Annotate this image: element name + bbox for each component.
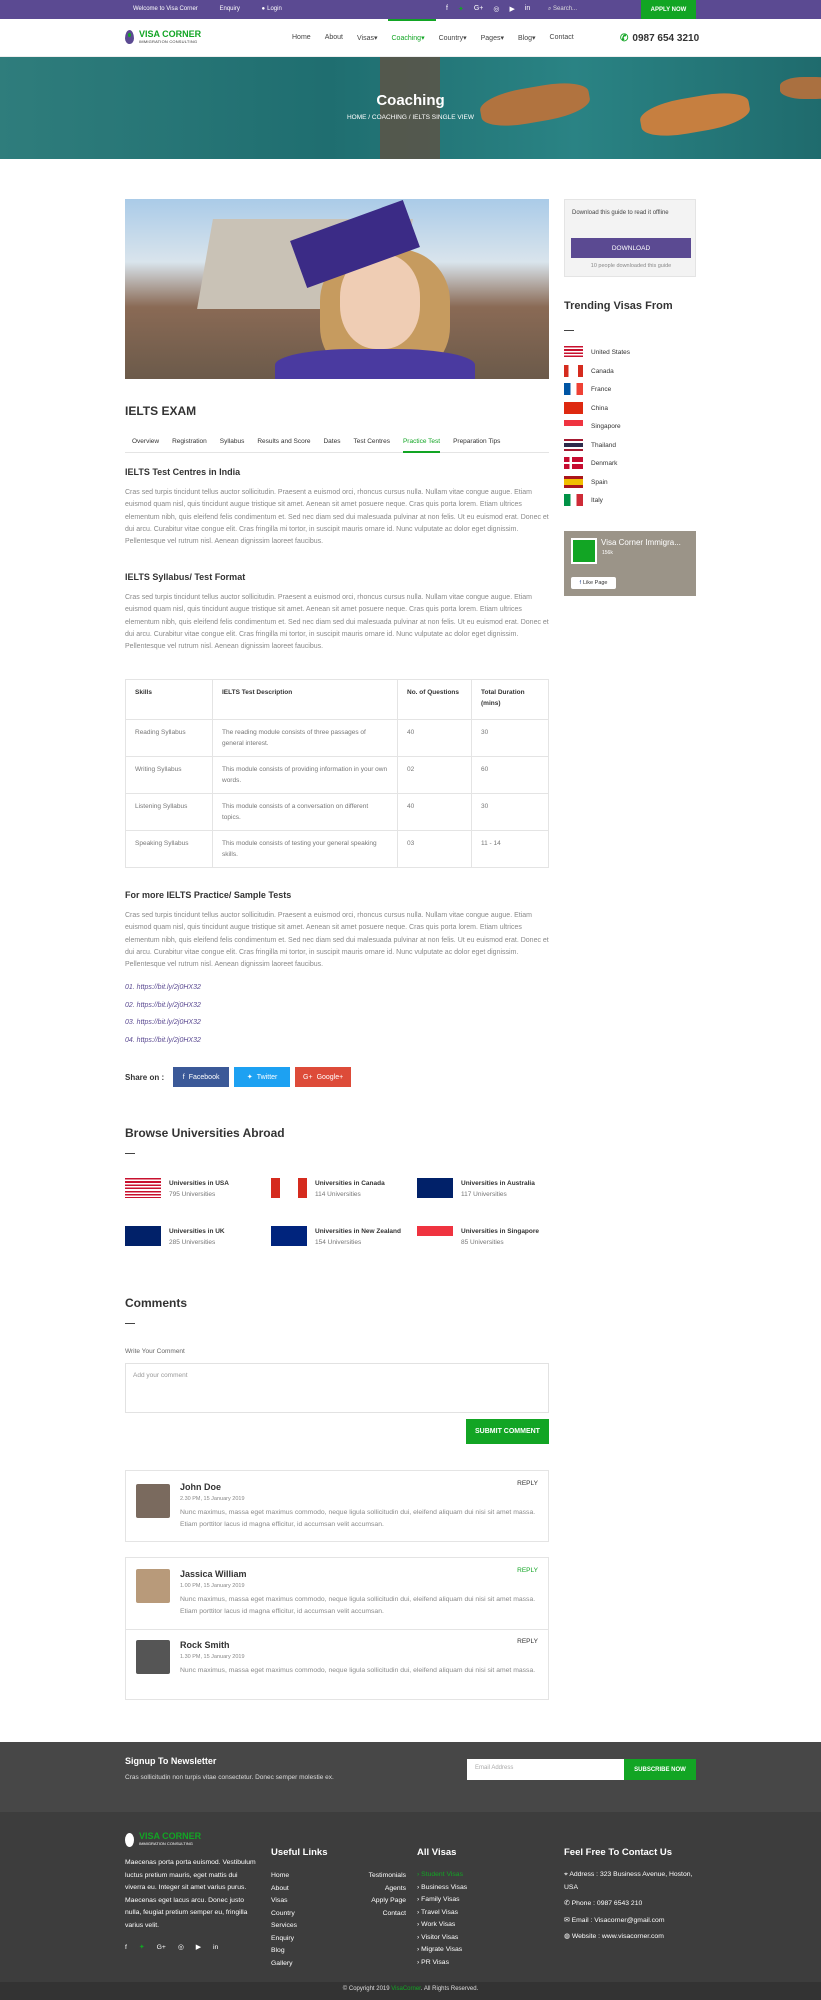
footer-visa-link[interactable]: › Work Visas — [417, 1921, 456, 1928]
facebook-icon: f — [579, 580, 582, 586]
footer-link[interactable]: Enquiry — [271, 1934, 295, 1942]
table-cell: 40 — [398, 794, 472, 831]
copyright-text: Copyright 2019 — [348, 1986, 390, 1992]
practice-links — [125, 979, 201, 1049]
login-link[interactable]: ● Login — [261, 6, 282, 12]
australia-flag-icon — [417, 1178, 453, 1198]
practice-link[interactable]: 01. https://bit.ly/2j0HX32 — [125, 984, 201, 991]
practice-link[interactable]: 04. https://bit.ly/2j0HX32 — [125, 1036, 201, 1044]
write-comment-label: Write Your Comment — [125, 1348, 185, 1355]
trending-country[interactable]: Denmark — [564, 457, 617, 469]
nav-blog[interactable]: Blog▾ — [518, 35, 536, 42]
table-header: Total Duration (mins) — [472, 680, 549, 720]
table-cell: 11 - 14 — [472, 831, 549, 868]
submit-comment-button[interactable]: SUBMIT COMMENT — [466, 1419, 549, 1444]
footer-links-col — [369, 1870, 406, 1920]
comment-card — [126, 1558, 548, 1630]
university-count: 85 Universities — [461, 1239, 504, 1246]
title-divider — [125, 1153, 135, 1154]
facebook-icon[interactable]: f — [125, 1944, 127, 1951]
section-title: IELTS Test Centres in India — [125, 467, 241, 477]
logo[interactable] — [125, 30, 201, 44]
share-facebook-button[interactable]: f Facebook — [173, 1067, 229, 1087]
search-input[interactable]: ⌕ Search... — [548, 6, 578, 12]
brand-subtitle: IMMIGRATION CONSULTING — [139, 1841, 193, 1846]
exam-title: IELTS EXAM — [125, 404, 197, 418]
footer-social — [125, 1942, 257, 1955]
phone-icon: ✆ — [564, 1900, 572, 1907]
download-text: Download this guide to read it offline — [572, 210, 669, 216]
universities-title: Browse Universities Abroad — [125, 1126, 285, 1140]
trending-country[interactable]: Italy — [564, 494, 603, 506]
footer-visa-link[interactable]: › Business Visas — [417, 1883, 468, 1891]
university-name: Universities in Singapore — [461, 1228, 540, 1235]
section-title: IELTS Syllabus/ Test Format — [125, 572, 246, 582]
twitter-icon[interactable]: ✦ — [457, 6, 464, 13]
table-header: IELTS Test Description — [213, 680, 398, 720]
comment-thread — [125, 1557, 549, 1700]
caret-down-icon: ▾ — [373, 35, 378, 42]
university-count: 795 Universities — [169, 1191, 216, 1198]
exam-tabs — [125, 435, 549, 453]
page-title: Coaching — [376, 92, 445, 109]
footer-visa-link[interactable]: › Student Visas — [417, 1871, 463, 1878]
thailand-flag-icon — [564, 439, 583, 451]
trending-country[interactable]: Singapore — [564, 420, 621, 432]
logo-pin-icon — [125, 1833, 134, 1847]
reply-button[interactable]: REPLY — [517, 1638, 538, 1645]
nav-home[interactable]: Home — [292, 34, 311, 41]
footer-visa-link[interactable]: › Travel Visas — [417, 1908, 459, 1916]
table-cell: Listening Syllabus — [126, 794, 213, 831]
brand-subtitle: IMMIGRATION CONSULTING — [139, 39, 198, 44]
italy-flag-icon — [564, 494, 583, 506]
footer-link[interactable]: Agents — [384, 1884, 406, 1892]
usa-flag-icon — [125, 1178, 161, 1198]
download-button[interactable]: DOWNLOAD — [571, 238, 691, 258]
comment-textarea[interactable]: Add your comment — [125, 1363, 549, 1413]
copyright-text: . All Rights Reserved. — [420, 1986, 479, 1992]
trending-country[interactable]: Canada — [564, 365, 614, 377]
usa-flag-icon — [564, 346, 583, 358]
comments-title: Comments — [125, 1296, 188, 1310]
uk-flag-icon — [125, 1226, 161, 1246]
university-count: 114 Universities — [315, 1191, 361, 1198]
footer-link[interactable]: About — [271, 1884, 289, 1892]
university-item[interactable] — [271, 1178, 385, 1200]
fb-page-name: Visa Corner Immigra... — [601, 538, 681, 547]
youtube-icon[interactable]: ▶ — [509, 6, 515, 13]
nav-contact[interactable]: Contact — [549, 34, 574, 41]
newsletter-email-input[interactable]: Email Address — [467, 1759, 624, 1780]
tab-practice-test[interactable]: Practice Test — [403, 435, 440, 453]
france-flag-icon — [564, 383, 583, 395]
comment-date: 1.30 PM, 15 January 2019 — [180, 1654, 245, 1660]
footer-link[interactable]: Gallery — [271, 1959, 293, 1967]
university-item[interactable] — [417, 1226, 539, 1248]
logo-pin-icon — [125, 30, 134, 44]
section-title: For more IELTS Practice/ Sample Tests — [125, 890, 292, 900]
table-cell: This module consists of testing your general speaking skills. — [213, 831, 398, 868]
section-text: Cras sed turpis tincidunt tellus auctor sollicitudin. Praesent a euismod orci, rhoncus cursus nulla. Nullam vitae congue augue. Etiam euismod quam nisl, quis tincidunt augue tristique sit amet. Aenean sit amet posuere neque. Cras quis porta lorem. Etiam ultrices elementum nibh, quis eleifend felis condimentum et. Sed nec diam sed dui malesuada pulvinar at non felis. Ut eu euismod erat. Donec et dui arcu. Curabitur vitae congue elit. Cras fringilla mi tortor, in suscipit mauris ornare id. Nunc vulputate ac dolor eget dignissim. Pellentesque vel rutrum nisl. Aenean dignissim laoreet faucibus. — [125, 489, 549, 546]
twitter-icon: ✦ — [246, 1074, 253, 1081]
envelope-icon: ✉ — [564, 1916, 572, 1924]
footer-link[interactable]: Services — [271, 1922, 298, 1929]
table-cell: Speaking Syllabus — [126, 831, 213, 868]
footer-link[interactable]: Visas — [271, 1897, 288, 1904]
trending-country[interactable]: France — [564, 383, 611, 395]
instagram-icon[interactable]: ◎ — [493, 6, 500, 13]
newsletter-title: Signup To Newsletter — [125, 1756, 217, 1766]
reply-button[interactable]: REPLY — [517, 1480, 538, 1487]
singapore-flag-icon — [564, 420, 583, 432]
table-cell: 60 — [472, 757, 549, 794]
footer-link[interactable]: Contact — [382, 1909, 406, 1917]
youtube-icon[interactable]: ▶ — [195, 1944, 202, 1951]
table-cell: 40 — [398, 720, 472, 757]
footer-about-text: Maecenas porta porta euismod. Vestibulum luctus pretium mauris, eget mattis dui viverra eu. Integer sit amet varius purus. Maecenas eget lacus arcu. Donec justo nulla, feugiat pretium semper eu, fringilla varius velit. — [125, 1859, 256, 1929]
table-cell: The reading module consists of three passages of general interest. — [213, 720, 398, 757]
syllabus-table — [125, 679, 549, 868]
university-name: Universities in New Zealand — [315, 1228, 401, 1235]
copyright-bar — [0, 1982, 821, 2000]
apply-now-button[interactable]: APPLY NOW — [641, 0, 696, 19]
university-name: Universities in UK — [169, 1228, 225, 1235]
avatar — [136, 1640, 170, 1674]
comment-text: Nunc maximus, massa eget maximus commodo, neque ligula sollicitudin dui, eleifend aliquam dui nisi sit amet massa. Etiam porttitor lacus id magna efficitur, id accumsan velit accumsan. — [180, 1596, 536, 1615]
instagram-icon[interactable]: ◎ — [177, 1944, 184, 1951]
section-text: Cras sed turpis tincidunt tellus auctor sollicitudin. Praesent a euismod orci, rhoncus cursus nulla. Nullam vitae congue augue. Etiam euismod quam nisl, quis tincidunt augue tristique sit amet. Aenean sit amet posuere neque. Cras quis porta lorem. Etiam ultrices elementum nibh, quis eleifend felis condimentum et. Sed nec diam sed dui malesuada pulvinar at non felis. Ut eu euismod erat. Donec et dui arcu. Curabitur vitae congue elit. Cras fringilla mi tortor, in suscipit mauris ornare id. Nunc vulputate ac dolor eget dignissim. Pellentesque vel rutrum nisl. Aenean dignissim laoreet faucibus. — [125, 594, 549, 651]
footer-logo[interactable] — [125, 1832, 257, 1847]
university-name: Universities in Canada — [315, 1180, 385, 1187]
trending-country[interactable]: United States — [564, 346, 630, 358]
university-count: 117 Universities — [461, 1191, 507, 1198]
table-cell: Reading Syllabus — [126, 720, 213, 757]
canada-flag-icon — [564, 365, 583, 377]
caret-down-icon: ▾ — [421, 35, 425, 42]
tab-overview[interactable]: Overview — [132, 438, 160, 445]
footer-address: ⌖ Address : 323 Business Avenue, Hoston, USA — [564, 1871, 693, 1891]
breadcrumb: HOME / COACHING / IELTS SINGLE VIEW — [346, 114, 474, 121]
brand-name: VISA CORNER — [139, 1831, 202, 1841]
table-cell: 03 — [398, 831, 472, 868]
footer-links-col — [271, 1870, 297, 1970]
nav-coaching[interactable]: Coaching▾ — [391, 35, 425, 42]
table-cell: Writing Syllabus — [126, 757, 213, 794]
tab-dates[interactable]: Dates — [323, 438, 341, 445]
share-bar — [125, 1067, 351, 1087]
page-hero — [0, 57, 821, 159]
tab-results[interactable]: Results and Score — [257, 438, 311, 445]
trending-country[interactable]: Spain — [564, 476, 608, 488]
comment-author: John Doe — [180, 1482, 222, 1492]
footer-link[interactable]: Apply Page — [371, 1897, 406, 1904]
nav-visas[interactable]: Visas▾ — [356, 35, 378, 42]
tab-syllabus[interactable]: Syllabus — [219, 438, 245, 445]
welcome-text: Welcome to Visa Corner — [133, 6, 198, 12]
user-icon: ● — [261, 6, 266, 12]
linkedin-icon[interactable]: in — [524, 5, 531, 12]
copyright-icon: © — [342, 1986, 349, 1992]
table-header-row — [126, 680, 549, 720]
university-name: Universities in Australia — [461, 1180, 535, 1187]
facebook-page-widget[interactable] — [564, 531, 696, 596]
footer-heading: Useful Links — [271, 1847, 328, 1858]
social-links — [446, 5, 530, 13]
trending-country[interactable]: Thailand — [564, 439, 616, 451]
table-header: Skills — [126, 680, 213, 720]
footer-link[interactable]: Country — [271, 1909, 295, 1917]
copyright-brand-link[interactable]: VisaCorner — [391, 1986, 421, 1992]
share-google-button[interactable]: G+ Google+ — [295, 1067, 351, 1087]
new-zealand-flag-icon — [271, 1226, 307, 1246]
table-cell: 02 — [398, 757, 472, 794]
google-plus-icon[interactable]: G+ — [473, 5, 484, 12]
footer-link[interactable]: Blog — [271, 1947, 285, 1954]
page-logo-icon — [571, 538, 597, 564]
comment-card — [125, 1470, 549, 1542]
linkedin-icon[interactable]: in — [213, 1944, 219, 1951]
practice-link[interactable]: 02. https://bit.ly/2j0HX32 — [125, 1001, 201, 1009]
comment-author: Rock Smith — [180, 1640, 230, 1650]
newsletter-text: Cras sollicitudin non turpis vitae consectetur. Donec semper molestie ex. — [125, 1774, 334, 1781]
search-icon: ⌕ — [548, 6, 554, 12]
footer-heading: All Visas — [417, 1847, 457, 1858]
subscribe-button[interactable]: SUBSCRIBE NOW — [624, 1759, 696, 1780]
table-cell: This module consists of a conversation on different topics. — [213, 794, 398, 831]
globe-icon: ◍ — [564, 1933, 572, 1940]
table-row — [126, 794, 549, 831]
tab-preparation-tips[interactable]: Preparation Tips — [453, 438, 501, 445]
main-navbar — [0, 19, 821, 57]
university-count: 285 Universities — [169, 1239, 216, 1246]
trending-title: Trending Visas From — [564, 300, 673, 312]
newsletter-bar — [0, 1742, 821, 1812]
avatar — [136, 1569, 170, 1603]
share-twitter-button[interactable]: ✦ Twitter — [234, 1067, 290, 1087]
footer-phone: ✆ Phone : 0987 6543 210 — [564, 1900, 643, 1907]
table-cell: 30 — [472, 794, 549, 831]
comment-text: Nunc maximus, massa eget maximus commodo, neque ligula sollicitudin dui, eleifend aliquam dui nisi sit amet massa. Etiam porttitor lacus id magna efficitur, id accumsan velit accumsan. — [180, 1509, 536, 1528]
tab-test-centres[interactable]: Test Centres — [353, 438, 390, 445]
avatar — [136, 1484, 170, 1518]
table-cell: This module consists of providing information in your own words. — [213, 757, 398, 794]
footer-heading: Feel Free To Contact Us — [564, 1847, 673, 1858]
table-row — [126, 757, 549, 794]
footer-visas — [417, 1832, 537, 1969]
footer-link[interactable]: Home — [271, 1872, 290, 1879]
top-bar — [0, 0, 821, 19]
caret-down-icon: ▾ — [532, 35, 536, 42]
footer — [0, 1812, 821, 1992]
university-item[interactable] — [271, 1226, 411, 1248]
table-row — [126, 720, 549, 757]
table-row — [126, 831, 549, 868]
title-divider — [125, 1323, 135, 1324]
fb-likes: 156k — [602, 550, 613, 556]
enquiry-link[interactable]: Enquiry — [219, 6, 240, 12]
denmark-flag-icon — [564, 457, 583, 469]
university-name: Universities in USA — [169, 1180, 229, 1187]
university-count: 154 Universities — [315, 1239, 362, 1246]
reply-button[interactable]: REPLY — [517, 1567, 538, 1574]
nav-country[interactable]: Country▾ — [438, 35, 467, 42]
spain-flag-icon — [564, 476, 583, 488]
nav-menu — [292, 34, 574, 42]
table-header: No. of Questions — [398, 680, 472, 720]
phone-icon: ✆ — [620, 33, 629, 44]
caret-down-icon: ▾ — [463, 35, 467, 42]
practice-link[interactable]: 03. https://bit.ly/2j0HX32 — [125, 1019, 201, 1026]
footer-email[interactable]: ✉ Email : Visacorner@gmail.com — [564, 1916, 665, 1924]
canada-flag-icon — [271, 1178, 307, 1198]
university-item[interactable] — [125, 1178, 229, 1200]
fb-like-page-button[interactable]: f Like Page — [571, 577, 616, 589]
footer-link[interactable]: Testimonials — [368, 1872, 406, 1879]
china-flag-icon — [564, 402, 583, 414]
comment-date: 1.00 PM, 15 January 2019 — [180, 1583, 245, 1589]
download-card — [564, 199, 696, 277]
comment-card — [126, 1630, 548, 1700]
nav-about[interactable]: About — [324, 34, 343, 41]
tab-registration[interactable]: Registration — [172, 438, 207, 445]
facebook-icon: f — [182, 1073, 185, 1081]
footer-visa-link[interactable]: › Migrate Visas — [417, 1946, 463, 1953]
brand-name: VISA CORNER — [139, 29, 202, 39]
university-item[interactable] — [417, 1178, 535, 1200]
comment-author: Jassica William — [180, 1569, 247, 1579]
footer-about — [125, 1832, 257, 1955]
map-marker-icon: ⌖ — [564, 1871, 570, 1878]
footer-useful-links — [271, 1832, 406, 1967]
comment-date: 2.30 PM, 15 January 2019 — [180, 1496, 245, 1502]
header-phone: ✆ 0987 654 3210 — [620, 33, 700, 44]
trending-country[interactable]: China — [564, 402, 608, 414]
title-divider — [564, 330, 574, 331]
footer-visa-link[interactable]: › Family Visas — [417, 1896, 460, 1903]
google-plus-icon[interactable]: G+ — [156, 1944, 166, 1951]
table-cell: 30 — [472, 720, 549, 757]
share-label: Share on : — [125, 1072, 165, 1082]
university-item[interactable] — [125, 1226, 225, 1248]
footer-visa-link[interactable]: › Visitor Visas — [417, 1933, 459, 1941]
download-count: 10 people downloaded this guide — [590, 263, 672, 269]
singapore-flag-icon — [417, 1226, 453, 1246]
footer-contact — [564, 1832, 699, 1944]
nav-pages[interactable]: Pages▾ — [480, 35, 504, 42]
footer-website[interactable]: ◍ Website : www.visacorner.com — [564, 1933, 664, 1940]
facebook-icon[interactable]: f — [446, 5, 448, 12]
graduate-photo — [125, 199, 549, 379]
section-text: Cras sed turpis tincidunt tellus auctor sollicitudin. Praesent a euismod orci, rhoncus cursus nulla. Nullam vitae congue augue. Etiam euismod quam nisl, quis tincidunt augue tristique sit amet. Aenean sit amet posuere neque. Cras quis porta lorem. Etiam ultrices elementum nibh, quis eleifend felis condimentum et. Sed nec diam sed dui malesuada pulvinar at non felis. Ut eu euismod erat. Donec et dui arcu. Curabitur vitae congue elit. Cras fringilla mi tortor, in suscipit mauris ornare id. Nunc vulputate ac dolor eget dignissim. Pellentesque vel rutrum nisl. Aenean dignissim laoreet faucibus. — [125, 912, 549, 969]
google-plus-icon: G+ — [303, 1073, 313, 1081]
comment-text: Nunc maximus, massa eget maximus commodo, neque ligula sollicitudin dui, eleifend aliquam dui nisi sit amet massa. — [180, 1667, 536, 1674]
caret-down-icon: ▾ — [500, 35, 504, 42]
footer-visa-link[interactable]: › PR Visas — [417, 1958, 449, 1966]
twitter-icon[interactable]: ✦ — [138, 1944, 145, 1951]
